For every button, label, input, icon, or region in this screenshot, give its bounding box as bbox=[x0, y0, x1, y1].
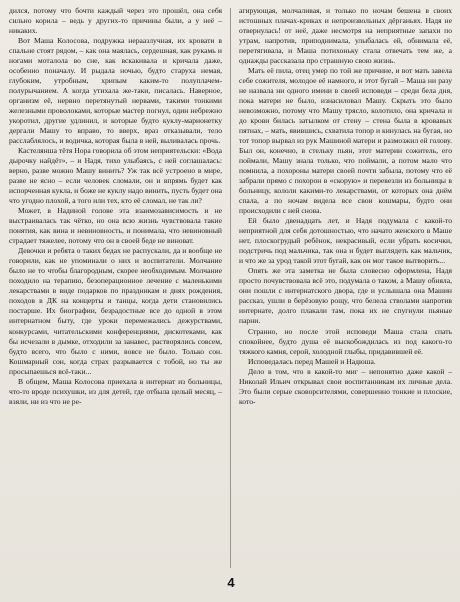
paragraph: Ей было двенадцать лет, и Надя подумала с какой-то неприятной для себя дотошностью, что начато женского в Маше нет, плоскогрудый ребёнок, некрасивый, если убрать косички, подстричь под мальчика, так она и будет выглядеть как мальчик, и что же за урод такой этот бугай, как он мог такое вытворить... bbox=[239, 216, 452, 266]
right-column bbox=[239, 6, 452, 407]
paragraph: агирующая, молчаливая, и только по ночам бешена в своих истошных плачах-криках и непроизвольных дёрганьях. Надя не отвернулась! от неё, даже несмотря на неприятные запахи по утрам, напротив, приподнимала, улыбалась ей, обнимала её, перетягивала, и Маша потихоньку стала отвечать тем же, а однажды рассказала про страшную свою жизнь. bbox=[239, 6, 452, 66]
paragraph: Девочки и ребята о таких бедах не распускали, да и вообще не говорили, как не упоминали о них и воспитатели. Молчание было не то чтобы благородным, скорее необходимым. Молчание походило на терапию, безоперационное лечение с маленькими лекарствами в виде подарков по праздникам и днях рождения, походов в ДК на концерты и танцы, когда дети становились постарше. Их биографии, безрадостные все до одной в этом интернатном быту, где уроки перемежались дежурствами, конкурсами, читательскими конференциями, дискотеками, как бы исчезали в дымке, отходили за занавес, растворялись совсем, будто всего, что было с ними, вовсе не было. Только сон. Кошмарный сон, когда страх разрывается с тобой, но ты же просыпаешься всё-таки... bbox=[9, 246, 222, 376]
paragraph: Вот Маша Колосова, подружка нераазлучная, их кровати в спальне стоят рядом, – как она маялась, сердешная, как рукамь и ногами моталола во сне, как вскакивала и кричала даже, особенно поначалу. И рыдала ночью, будто старуха немая, глубоким, утробным, хрипым каким-то полуплачем-полурычанием. А когда утихала же-таки, писалась. Наверное, организм её, нервно перетянутый нервами, такими тонкими железными проволоками, которые мастер погнул, один небрежно укоротил, другие удлинил, и которые будто куклу-марионетку дергали Машу то вправо, то вверх, враз отказывали, тело расслаблялось, и водичка, которая была в ней, выливалась прочь. bbox=[9, 36, 222, 146]
paragraph: Может, в Надиной голове эта взаимозависимость и не выстраивалась так чётко, но она всю жизнь чувствовала такие понятия, как вина и невиновность, и понимала, что невиновный страдает тяжелее, потому что он в своей беде не виноват. bbox=[9, 206, 222, 246]
left-column bbox=[9, 6, 222, 407]
paragraph: дился, потому что бочти каждый через это прошёл, она себя сильно корила – ведь у других-то причины были, а у неё – никаких. bbox=[9, 6, 222, 36]
paragraph: Мать её пила, отец умер по той же причине, и вот мать завела себе сожителя, молодое её намного, и этот бугай – Маша ни разу не назвала ни одного имени в своей исповеди – среди бела дня, пока матери не было, изнасиловал Машу. Скрыть это было невозможно, потому что Машу трясло, колотило, она кричала и до крови билась затылком от стену – стена была в кровавых пятнах, – мать, явившись, схватила топор и кинулась на бугая, но тот топор вырвал из рук Машиной матери и размозжил ей голову. Был он, конечно, в стельку пьян, этот материн сожитель, его поймали, Машу знала только, что поймали, а потом мало что помнила, а похороны матери своей почти забыла, потому что её забрали прямо с похорон в «скорую» и перевезли из больницы в больницу, кололи какими-то лекарствами, от которых она днём спала, а по ночам видела все свои кошмары, будто они происходили с ней снова. bbox=[239, 66, 452, 216]
paragraph: Дело в том, что в какой-то миг – непонятно даже какой – Николай Ильич открывал свои воспитанникам их личные дела. Это были серые сковорсителями, совершенно тонкие и плоские, кото- bbox=[239, 366, 452, 406]
paragraph: Опять же эта заметка не была словесно оформлена, Надя просто почувствовала всё это, подумала о таком, а Машу обняла, они пошли с интернатского двора, где и услышала она Машин рассказ, ушли в берёзовую рощу, что белела стволами напротив интернате, долго плакали там, пока их не спугнули пьяные парни. bbox=[239, 266, 452, 326]
paragraph: В общем, Маша Колосова приехала в интернат из больницы, что-то вроде психушки, из для детей, где отбыла целый месяц, – взяли, ни из что не ре- bbox=[9, 376, 222, 406]
column-divider bbox=[230, 8, 231, 568]
paragraph: Кастелянша тётя Нора говорила об этом неприятельски: «Вода дырочку найдёт», – и Надя, тихо улыбаясь, с ней соглашалась: верно, разве можно Машу винить? Уж так всё устроено в мире, разве не ясно – если человек сломали, он и впрямь будет как испорченная кукла, и боже не куклу надо винить, пусть будет она что угодно плохой, а того или тех, кто её сломал, не так ли? bbox=[9, 146, 222, 206]
paragraph: Странно, но после этой исповеди Маша стала спать спокойнее, будто душа её выскобождилась из под какого-то тяжкого камня, серой, холодной глыбы, придавившей её. bbox=[239, 326, 452, 356]
page-number: 4 bbox=[227, 575, 235, 590]
paragraph: Исповедалась перед Машей и Надюша. bbox=[248, 356, 376, 366]
